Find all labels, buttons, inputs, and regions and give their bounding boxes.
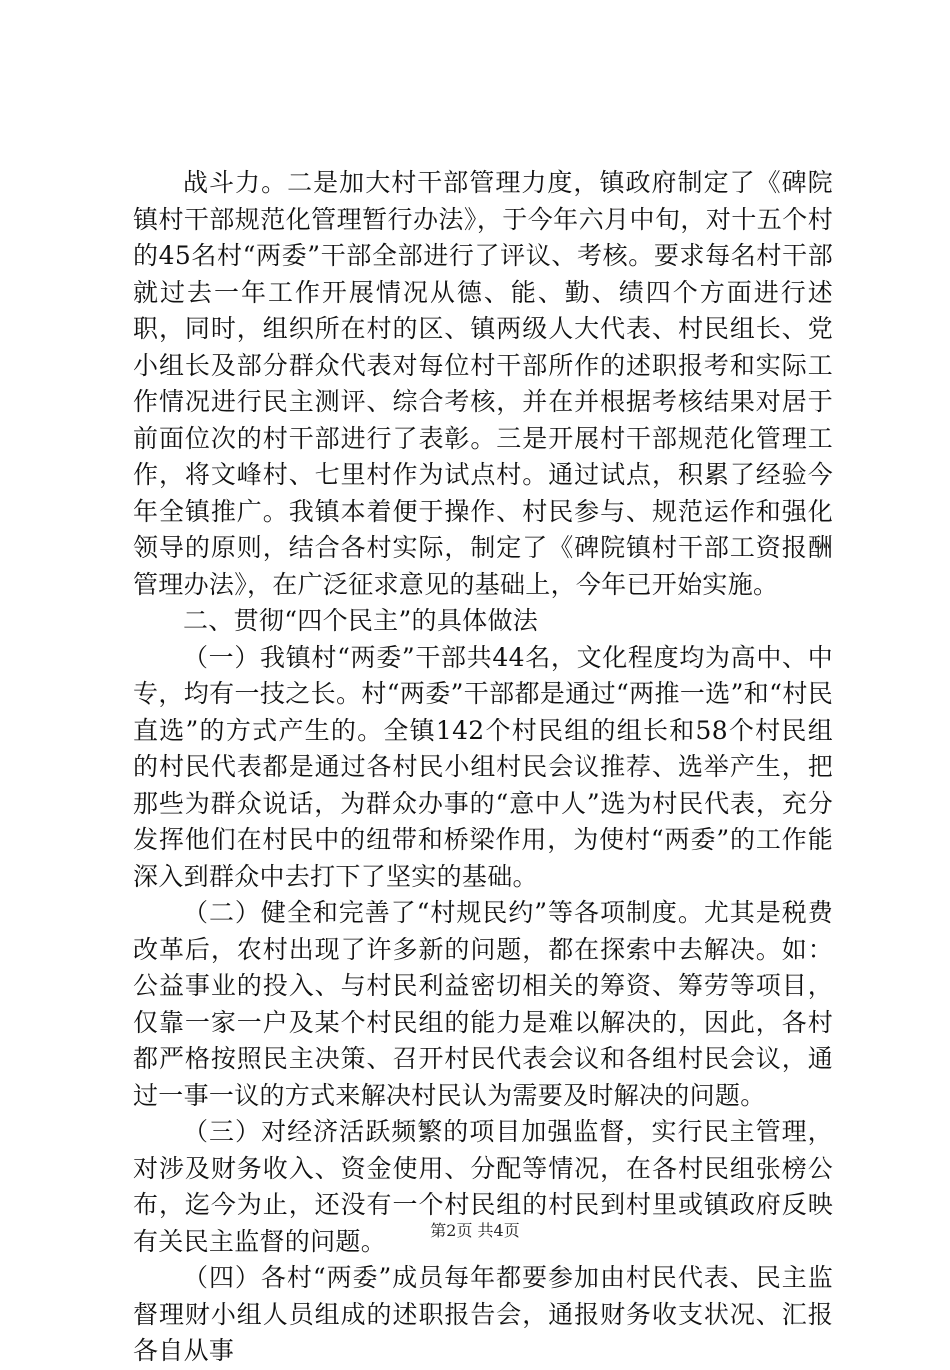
paragraph-item-2: （二）健全和完善了“村规民约”等各项制度。尤其是税费改革后，农村出现了许多新的问题，都在探索中去解决。如：公益事业的投入、与村民利益密切相关的筹资、筹劳等项目，仅靠一家一户及某个村民组的能力是难以解决的，因此，各村都严格按照民主决策、召开村民代表会议和各组村民会议，通过一事一议的方式来解决村民认为需要及时解决的问题。 xyxy=(133,898,833,1110)
paragraph-item-1: （一）我镇村“两委”干部共44名，文化程度均为高中、中专，均有一技之长。村“两委”干部都是通过“两推一选”和“村民直选”的方式产生的。全镇142个村民组的组长和58个村民组的村民代表都是通过各村民小组村民会议推荐、选举产生，把那些为群众说话，为群众办事的“意中人”选为村民代表，充分发挥他们在村民中的纽带和桥梁作用，为使村“两委”的工作能深入到群众中去打下了坚实的基础。 xyxy=(133,642,833,891)
page-number-footer: 第2页 共4页 xyxy=(430,1221,520,1240)
document-body xyxy=(133,165,833,1370)
paragraph-item-3: （三）对经济活跃频繁的项目加强监督，实行民主管理，对涉及财务收入、资金使用、分配等情况，在各村民组张榜公布，迄今为止，还没有一个村民组的村民到村里或镇政府反映有关民主监督的问题。 xyxy=(133,1117,833,1256)
section-heading: 二、贯彻“四个民主”的具体做法 xyxy=(183,606,539,635)
paragraph-1: 战斗力。二是加大村干部管理力度，镇政府制定了《碑院镇村干部规范化管理暂行办法》，于今年六月中旬，对十五个村的45名村“两委”干部全部进行了评议、考核。要求每名村干部就过去一年工作开展情况从德、能、勤、绩四个方面进行述职，同时，组织所在村的区、镇两级人大代表、村民组长、党小组长及部分群众代表对每位村干部所作的述职报考和实际工作情况进行民主测评、综合考核，并在并根据考核结果对居于前面位次的村干部进行了表彰。三是开展村干部规范化管理工作，将文峰村、七里村作为试点村。通过试点，积累了经验今年全镇推广。我镇本着便于操作、村民参与、规范运作和强化领导的原则，结合各村实际，制定了《碑院镇村干部工资报酬管理办法》，在广泛征求意见的基础上，今年已开始实施。 xyxy=(133,168,833,599)
paragraph-item-4: （四）各村“两委”成员每年都要参加由村民代表、民主监督理财小组人员组成的述职报告会，通报财务收支状况、汇报各自从事 xyxy=(133,1263,833,1365)
